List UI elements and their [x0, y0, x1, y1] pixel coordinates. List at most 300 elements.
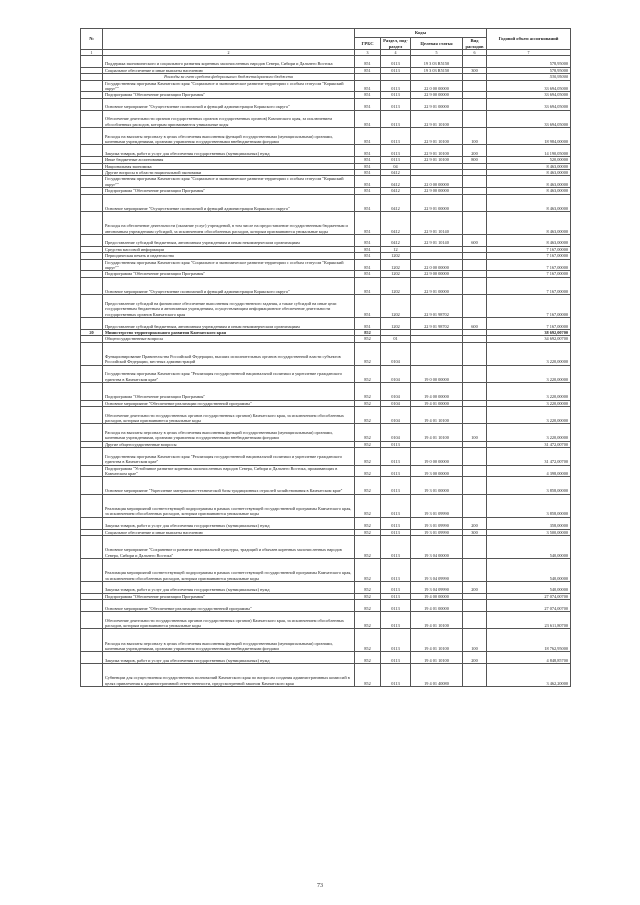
table-row	[81, 629, 571, 652]
header-section: Раздел, под-раздел	[381, 38, 411, 50]
row-expense-type	[463, 477, 487, 494]
row-amount: 3 220,00000	[487, 424, 571, 441]
row-grbs: 852	[355, 559, 381, 582]
row-expense-type	[463, 600, 487, 612]
row-target: 22 0 00 00000	[411, 176, 463, 188]
row-name: Основное мероприятие "Сохранение и развитие национальной культуры, традиций и обычаев коренных малочисленных народов Севера, Сибири и Дальнего Востока"	[103, 536, 355, 559]
header-name-blank	[103, 29, 355, 50]
row-target: 22 0 00 00000	[411, 80, 463, 92]
row-target: 19 4 01 10100	[411, 612, 463, 629]
row-amount: 14 190,05000	[487, 145, 571, 157]
col-index: 7	[487, 50, 571, 56]
row-number	[81, 145, 103, 157]
table-row	[81, 128, 571, 145]
row-grbs: 852	[355, 664, 381, 687]
row-section: 0104	[381, 400, 411, 406]
row-expense-type: 600	[463, 235, 487, 247]
table-row	[81, 664, 571, 687]
row-amount: 520,00000	[487, 157, 571, 163]
header-grbs: ГРБС	[355, 38, 381, 50]
row-name: Основное мероприятие "Обеспечение реализации государственной программы"	[103, 600, 355, 612]
row-target: 22 9 00 00000	[411, 271, 463, 277]
row-expense-type	[463, 407, 487, 424]
row-target: 19 3 04 00000	[411, 536, 463, 559]
row-expense-type: 200	[463, 517, 487, 529]
row-section: 0412	[381, 176, 411, 188]
budget-table	[80, 28, 571, 687]
row-grbs: 852	[355, 383, 381, 400]
budget-table-sheet	[80, 28, 570, 687]
row-section: 0113	[381, 110, 411, 127]
row-section: 0113	[381, 67, 411, 73]
row-number	[81, 110, 103, 127]
row-expense-type: 800	[463, 157, 487, 163]
table-row	[81, 56, 571, 68]
row-amount: 34 692,00700	[487, 336, 571, 342]
row-section: 0113	[381, 593, 411, 599]
row-number	[81, 448, 103, 465]
row-grbs: 852	[355, 529, 381, 535]
row-expense-type	[463, 295, 487, 318]
row-amount: 3 220,00000	[487, 383, 571, 400]
row-section: 0113	[381, 448, 411, 465]
row-grbs: 851	[355, 295, 381, 318]
row-grbs: 851	[355, 170, 381, 176]
col-index: 5	[411, 50, 463, 56]
row-grbs: 851	[355, 67, 381, 73]
row-name: Иные бюджетные ассигнования	[103, 157, 355, 163]
row-expense-type: 100	[463, 424, 487, 441]
row-target: 19 4 01 10100	[411, 407, 463, 424]
row-expense-type: 100	[463, 629, 487, 652]
row-expense-type	[463, 277, 487, 294]
row-number	[81, 194, 103, 211]
row-grbs: 852	[355, 365, 381, 382]
row-expense-type	[463, 465, 487, 477]
row-expense-type	[463, 98, 487, 110]
row-amount: 3 220,00000	[487, 365, 571, 382]
row-target: 22 9 01 00000	[411, 194, 463, 211]
row-name: Функционирование Правительства Российской Федерации, высших исполнительных органов государственной власти субъектов Российской Федерации, местных администраций	[103, 342, 355, 365]
row-name: Государственная программа Камчатского края "Социальное и экономическое развитие территории с особым статусом "Корякский округ""	[103, 80, 355, 92]
row-grbs: 851	[355, 318, 381, 330]
row-number	[81, 342, 103, 365]
row-target: 19 3 04 09990	[411, 559, 463, 582]
row-section: 12	[381, 246, 411, 252]
row-section: 0113	[381, 98, 411, 110]
table-row	[81, 559, 571, 582]
row-expense-type	[463, 212, 487, 235]
table-row	[81, 600, 571, 612]
table-row	[81, 98, 571, 110]
row-grbs: 852	[355, 600, 381, 612]
row-target: 22 9 01 10100	[411, 128, 463, 145]
row-name: Государственная программа Камчатского края "Социальное и экономическое развитие территории с особым статусом "Корякский округ""	[103, 259, 355, 271]
row-target: 19 4 01 10100	[411, 424, 463, 441]
row-target: 22 9 00 00000	[411, 92, 463, 98]
row-number: 20	[81, 330, 103, 336]
row-section: 0412	[381, 170, 411, 176]
table-row	[81, 424, 571, 441]
row-number	[81, 536, 103, 559]
row-amount: 31 472,00700	[487, 448, 571, 465]
row-number	[81, 517, 103, 529]
table-row	[81, 235, 571, 247]
row-number	[81, 80, 103, 92]
row-amount: 8 463,00000	[487, 212, 571, 235]
page-number: 73	[317, 883, 323, 889]
row-name: Подпрограмма "Обеспечение реализации Программы"	[103, 188, 355, 194]
row-amount: 3 462,20000	[487, 664, 571, 687]
row-number	[81, 629, 103, 652]
row-amount: 18 762,95000	[487, 629, 571, 652]
row-grbs: 851	[355, 212, 381, 235]
row-section: 04	[381, 163, 411, 169]
row-section: 0113	[381, 441, 411, 447]
row-amount: 530,95000	[487, 74, 571, 80]
row-section: 0412	[381, 212, 411, 235]
row-number	[81, 600, 103, 612]
row-number	[81, 259, 103, 271]
row-target	[411, 342, 463, 365]
table-row	[81, 342, 571, 365]
row-section: 1202	[381, 277, 411, 294]
row-target: 22 9 01 10100	[411, 145, 463, 157]
row-amount: 7 167,00000	[487, 295, 571, 318]
header-annual: Годовой объем ассигнований	[487, 29, 571, 50]
row-target: 19 4 01 40080	[411, 664, 463, 687]
row-section: 0113	[381, 477, 411, 494]
row-amount: 27 074,00700	[487, 593, 571, 599]
row-grbs: 852	[355, 465, 381, 477]
row-name: Предоставление субсидий бюджетным, автономным учреждениям и иным некоммерческим организациям	[103, 318, 355, 330]
row-section: 0104	[381, 424, 411, 441]
row-section: 1202	[381, 259, 411, 271]
row-expense-type	[463, 383, 487, 400]
row-name: Закупка товаров, работ и услуг для обеспечения государственных (муниципальных) нужд	[103, 517, 355, 529]
row-grbs: 851	[355, 259, 381, 271]
row-target: 19 4 00 00000	[411, 593, 463, 599]
row-target: 19 0 00 00000	[411, 448, 463, 465]
row-expense-type: 100	[463, 128, 487, 145]
row-section: 0113	[381, 652, 411, 664]
row-name: Поддержка экономического и социального развития коренных малочисленных народов Севера, Сибири и Дальнего Востока	[103, 56, 355, 68]
row-number	[81, 383, 103, 400]
table-row	[81, 494, 571, 517]
row-target: 22 9 01 10140	[411, 212, 463, 235]
row-section: 0104	[381, 407, 411, 424]
col-index: 6	[463, 50, 487, 56]
row-grbs: 851	[355, 277, 381, 294]
row-grbs: 851	[355, 188, 381, 194]
row-expense-type	[463, 110, 487, 127]
row-target: 19 3 00 00000	[411, 465, 463, 477]
row-section: 0113	[381, 517, 411, 529]
row-grbs: 851	[355, 157, 381, 163]
row-expense-type	[463, 559, 487, 582]
row-target: 22 9 01 10100	[411, 110, 463, 127]
row-section: 0113	[381, 582, 411, 594]
row-expense-type: 300	[463, 67, 487, 73]
col-index: 1	[81, 50, 103, 56]
row-target: 19 4 00 00000	[411, 383, 463, 400]
row-grbs: 852	[355, 517, 381, 529]
table-row	[81, 465, 571, 477]
row-grbs: 852	[355, 407, 381, 424]
row-amount: 33 694,05000	[487, 98, 571, 110]
row-amount: 33 694,05000	[487, 80, 571, 92]
row-number	[81, 295, 103, 318]
row-target: 19 3 01 09990	[411, 529, 463, 535]
row-number	[81, 664, 103, 687]
col-index: 4	[381, 50, 411, 56]
row-expense-type	[463, 536, 487, 559]
row-target: 19 3 01 09990	[411, 494, 463, 517]
row-section: 0104	[381, 365, 411, 382]
row-number	[81, 494, 103, 517]
table-row	[81, 652, 571, 664]
row-target: 19 0 00 00000	[411, 365, 463, 382]
row-name: Министерство территориального развития Камчатского края	[103, 330, 355, 336]
row-expense-type	[463, 448, 487, 465]
row-name: Основное мероприятие "Осуществление полномочий и функций администрации Корякского округа"	[103, 277, 355, 294]
row-section: 0113	[381, 529, 411, 535]
table-body	[81, 56, 571, 687]
row-grbs: 851	[355, 176, 381, 188]
row-number	[81, 424, 103, 441]
row-grbs: 851	[355, 253, 381, 259]
row-name: Периодическая печать и издательства	[103, 253, 355, 259]
row-section: 0104	[381, 342, 411, 365]
row-number	[81, 318, 103, 330]
row-section: 1202	[381, 295, 411, 318]
row-number	[81, 652, 103, 664]
row-section: 0113	[381, 157, 411, 163]
row-name: Предоставление субсидий бюджетным, автономным учреждениям и иным некоммерческим организациям	[103, 235, 355, 247]
table-row	[81, 407, 571, 424]
row-number	[81, 612, 103, 629]
row-name: Подпрограмма "Обеспечение реализации Программы"	[103, 383, 355, 400]
row-grbs: 851	[355, 92, 381, 98]
row-amount: 3 858,00000	[487, 477, 571, 494]
row-amount: 8 463,00000	[487, 170, 571, 176]
table-row	[81, 110, 571, 127]
row-name: Закупка товаров, работ и услуг для обеспечения государственных (муниципальных) нужд	[103, 145, 355, 157]
row-name: Обеспечение деятельности государственных органов государственных органов) Камчатского края, за исключением обособленных расходов, которым присваиваются уникальные коды	[103, 407, 355, 424]
row-amount: 8 463,00000	[487, 194, 571, 211]
row-section: 0412	[381, 194, 411, 211]
row-amount: 8 463,00000	[487, 188, 571, 194]
row-name: Государственная программа Камчатского края "Социальное и экономическое развитие территории с особым статусом "Корякский округ""	[103, 176, 355, 188]
row-grbs: 851	[355, 56, 381, 68]
row-name: Расходы за счет средств федерального бюджета/краевого бюджета	[103, 74, 355, 80]
table-row	[81, 477, 571, 494]
row-target: 22 9 00 00000	[411, 188, 463, 194]
row-grbs: 852	[355, 441, 381, 447]
row-name: Расходы на выплаты персоналу в целях обеспечения выполнения функций государственными (муниципальными) органами, казенными учреждениями, органами управления государственными внебюджетными фондами	[103, 629, 355, 652]
row-section: 0113	[381, 629, 411, 652]
row-amount: 7 167,00000	[487, 246, 571, 252]
row-section: 0113	[381, 664, 411, 687]
row-name: Закупка товаров, работ и услуг для обеспечения государственных (муниципальных) нужд	[103, 652, 355, 664]
row-grbs: 851	[355, 271, 381, 277]
row-expense-type: 200	[463, 582, 487, 594]
row-amount: 3 220,00000	[487, 400, 571, 406]
row-expense-type: 300	[463, 529, 487, 535]
table-row	[81, 365, 571, 382]
row-name: Расходы на выплаты персоналу в целях обеспечения выполнения функций государственными (муниципальными) органами, казенными учреждениями, органами управления государственными внебюджетными фондами	[103, 424, 355, 441]
row-amount: 33 694,05000	[487, 110, 571, 127]
row-amount: 7 167,00000	[487, 318, 571, 330]
row-grbs: 852	[355, 582, 381, 594]
row-expense-type	[463, 80, 487, 92]
row-target: 19 3 01 00000	[411, 477, 463, 494]
row-grbs: 852	[355, 536, 381, 559]
table-row	[81, 80, 571, 92]
row-name: Основное мероприятие "Осуществление полномочий и функций администрации Корякского округа"	[103, 194, 355, 211]
row-section: 01	[381, 336, 411, 342]
row-expense-type	[463, 612, 487, 629]
row-section: 0113	[381, 494, 411, 517]
row-amount: 4 848,85700	[487, 652, 571, 664]
row-amount: 18 984,00000	[487, 128, 571, 145]
row-target: 19 3 03 R5150	[411, 56, 463, 68]
row-section: 0113	[381, 612, 411, 629]
row-name: Основное мероприятие "Укрепление материально-технической базы традиционных отраслей хозяйствования в Камчатском крае"	[103, 477, 355, 494]
row-amount: 8 463,00000	[487, 235, 571, 247]
row-name: Предоставление субсидий на финансовое обеспечение выполнения государственного задания, а также субсидий на иные цели государственным бюджетным и автономным учреждениям, осуществляющим информационное обеспечение деятельности государственных органов Камчатского края	[103, 295, 355, 318]
row-target: 19 4 01 10100	[411, 629, 463, 652]
row-section: 0113	[381, 56, 411, 68]
row-expense-type	[463, 664, 487, 687]
table-row	[81, 612, 571, 629]
row-section: 0113	[381, 536, 411, 559]
row-name: Общегосударственные вопросы	[103, 336, 355, 342]
row-amount: 23 611,80700	[487, 612, 571, 629]
row-grbs: 851	[355, 128, 381, 145]
row-target: 22 0 00 00000	[411, 259, 463, 271]
row-section: 0113	[381, 465, 411, 477]
table-row	[81, 517, 571, 529]
row-name: Подпрограмма "Обеспечение реализации Программы"	[103, 92, 355, 98]
row-number	[81, 365, 103, 382]
row-grbs: 852	[355, 612, 381, 629]
row-expense-type	[463, 494, 487, 517]
header-target: Целевая статья	[411, 38, 463, 50]
row-number	[81, 176, 103, 188]
row-target: 19 3 01 09990	[411, 517, 463, 529]
row-number	[81, 277, 103, 294]
row-name: Основное мероприятие "Осуществление полномочий и функций администрации Корякского округа"	[103, 98, 355, 110]
row-name: Социальное обеспечение и иные выплаты населению	[103, 529, 355, 535]
row-amount: 540,00000	[487, 559, 571, 582]
row-number	[81, 559, 103, 582]
row-amount: 540,00000	[487, 536, 571, 559]
row-amount: 8 463,00000	[487, 176, 571, 188]
row-expense-type	[463, 365, 487, 382]
row-name: Реализация мероприятий соответствующей подпрограммы в рамках соответствующей государственной программы Камчатского края, за исключением обособленных расходов, которым присваиваются уникальные коды	[103, 559, 355, 582]
row-section: 1202	[381, 318, 411, 330]
header-codes: Коды	[355, 29, 487, 38]
table-row	[81, 194, 571, 211]
row-name: Обеспечение деятельности органов государственных органов государственных органов) Камчатского края, за исключением обособленных расходов, которым присваиваются уникальные коды	[103, 110, 355, 127]
table-row	[81, 259, 571, 271]
row-name: Субвенции для осуществления государственных полномочий Камчатского края по вопросам создания административных комиссий в целях привлечения к административной ответственности, предусмотренной законом Камчатского края	[103, 664, 355, 687]
row-grbs: 851	[355, 98, 381, 110]
row-name: Подпрограмма "Обеспечение реализации Программы"	[103, 271, 355, 277]
row-grbs: 852	[355, 336, 381, 342]
row-expense-type	[463, 176, 487, 188]
row-number	[81, 98, 103, 110]
table-row	[81, 277, 571, 294]
header-no: №	[81, 29, 103, 50]
row-name: Социальное обеспечение и иные выплаты населению	[103, 67, 355, 73]
row-amount: 578,95000	[487, 56, 571, 68]
table-row	[81, 295, 571, 318]
header-expense-type: Вид расходов	[463, 38, 487, 50]
row-amount: 7 167,00000	[487, 271, 571, 277]
row-name: Закупка товаров, работ и услуг для обеспечения государственных (муниципальных) нужд	[103, 582, 355, 594]
row-section: 0113	[381, 559, 411, 582]
row-amount: 3 220,00000	[487, 407, 571, 424]
row-target: 19 4 01 10100	[411, 652, 463, 664]
row-section: 0113	[381, 600, 411, 612]
row-name: Подпрограмма "Устойчивое развитие коренных малочисленных народов Севера, Сибири и Дальнего Востока, проживающих в Камчатском крае"	[103, 465, 355, 477]
row-grbs: 851	[355, 246, 381, 252]
row-number	[81, 128, 103, 145]
row-amount: 4 398,00000	[487, 465, 571, 477]
col-index: 3	[355, 50, 381, 56]
row-expense-type: 200	[463, 652, 487, 664]
row-grbs: 852	[355, 652, 381, 664]
row-amount: 8 463,00000	[487, 163, 571, 169]
row-amount: 3 858,00000	[487, 494, 571, 517]
row-amount: 38 692,00700	[487, 330, 571, 336]
row-section: 1202	[381, 271, 411, 277]
row-amount: 3 220,00000	[487, 342, 571, 365]
table-row	[81, 145, 571, 157]
row-amount: 7 167,00000	[487, 259, 571, 271]
row-amount: 7 167,00000	[487, 277, 571, 294]
row-amount: 578,95000	[487, 67, 571, 73]
row-expense-type	[463, 194, 487, 211]
row-grbs: 851	[355, 235, 381, 247]
row-section: 1202	[381, 253, 411, 259]
row-name: Государственная программа Камчатского края "Реализация государственной национальной политики и укрепление гражданского единства в Камчатском крае"	[103, 448, 355, 465]
row-number	[81, 582, 103, 594]
row-amount: 358,00000	[487, 517, 571, 529]
col-index: 2	[103, 50, 355, 56]
row-amount: 27 074,00700	[487, 600, 571, 612]
row-amount: 31 472,00700	[487, 441, 571, 447]
row-name: Реализация мероприятий соответствующей подпрограммы в рамках соответствующей государственной программы Камчатского края, за исключением обособленных расходов, которым присваиваются уникальные коды	[103, 494, 355, 517]
row-grbs: 852	[355, 448, 381, 465]
row-expense-type: 600	[463, 318, 487, 330]
table-row	[81, 176, 571, 188]
row-name: Расходы на выплаты персоналу в целях обеспечения выполнения функций государственными (муниципальными) органами, казенными учреждениями, органами управления государственными внебюджетными фондами	[103, 128, 355, 145]
row-grbs: 852	[355, 629, 381, 652]
row-target: 19 3 03 R5150	[411, 67, 463, 73]
row-name: Другие вопросы в области национальной экономики	[103, 170, 355, 176]
row-grbs: 851	[355, 80, 381, 92]
row-amount: 3 500,00000	[487, 529, 571, 535]
row-expense-type	[463, 56, 487, 68]
row-name: Национальная экономика	[103, 163, 355, 169]
row-target: 22 9 01 00000	[411, 98, 463, 110]
row-section: 0104	[381, 383, 411, 400]
row-number	[81, 212, 103, 235]
row-name: Подпрограмма "Обеспечение реализации Программы"	[103, 593, 355, 599]
